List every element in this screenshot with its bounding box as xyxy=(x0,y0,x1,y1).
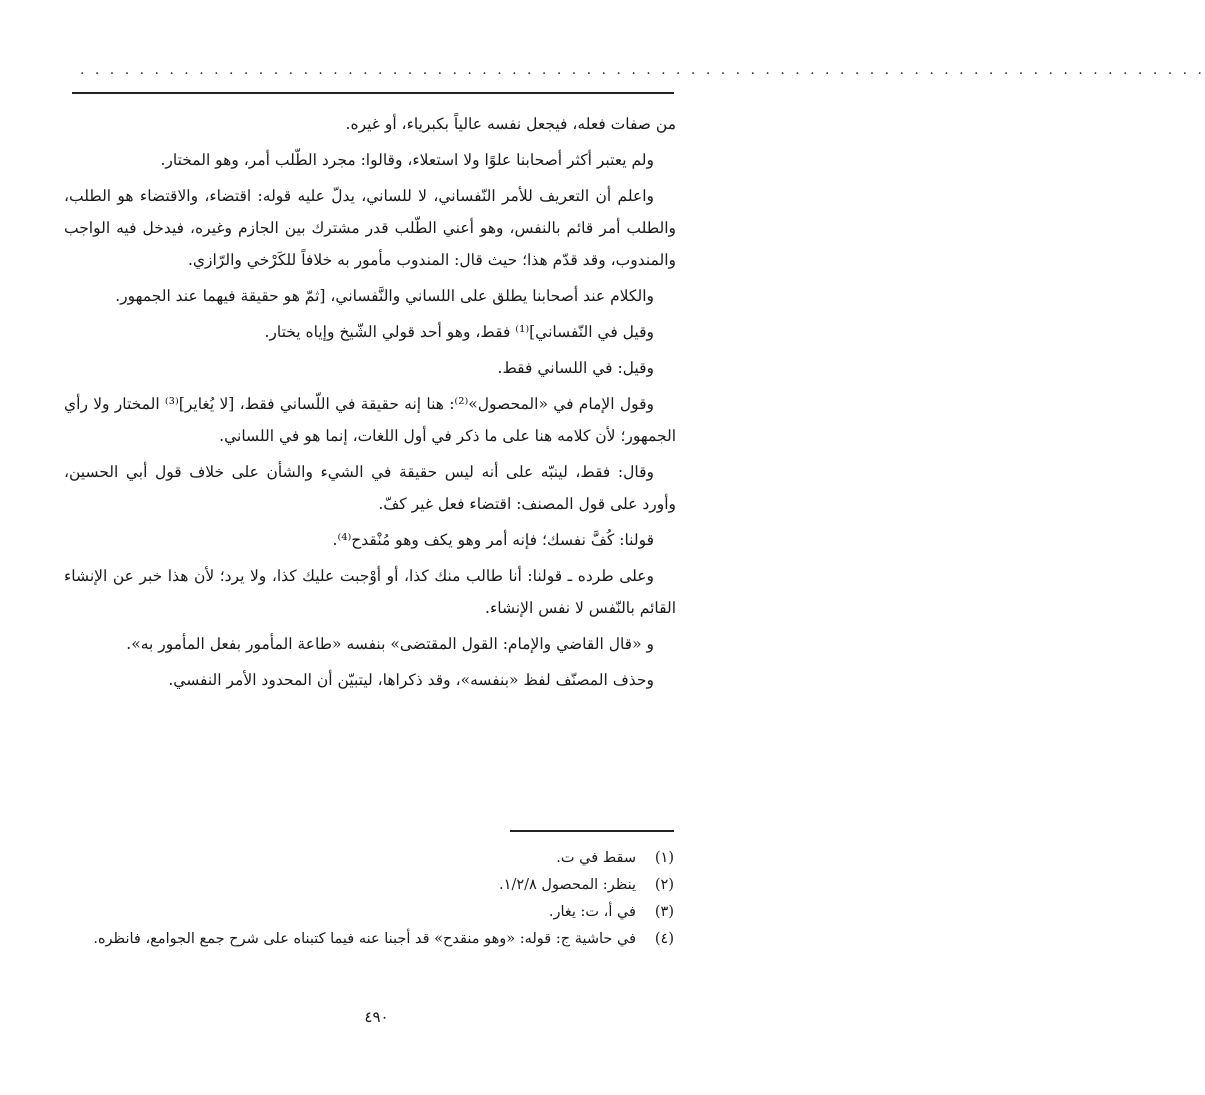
paragraph: وقول الإمام في «المحصول»⁽²⁾: هنا إنه حقيقة في اللّساني فقط، [لا يُغاير]⁽³⁾ المختار ولا رأي الجمهور؛ لأن كلامه هنا على ما ذكر في أول اللغات، إنما هو في اللساني. xyxy=(64,395,676,445)
paragraph: و «قال القاضي والإمام: القول المقتضى» بنفسه «طاعة المأمور بفعل المأمور به». xyxy=(126,635,654,653)
main-text xyxy=(64,108,676,700)
footnote xyxy=(64,872,674,899)
footnote-number: (٤) xyxy=(654,931,674,947)
paragraph: ولم يعتبر أكثر أصحابنا علوًا ولا استعلاء، وقالوا: مجرد الطّلب أمر، وهو المختار. xyxy=(160,151,654,169)
footnote xyxy=(64,926,674,953)
footnote xyxy=(64,845,674,872)
paragraph: قولنا: كُفَّ نفسك؛ فإنه أمر وهو يكف وهو مُنْقدح⁽⁴⁾. xyxy=(332,531,654,549)
paragraph: واعلم أن التعريف للأمر النّفساني، لا للساني، يدلّ عليه قوله: اقتضاء، والاقتضاء هو الطلب، والطلب أمر قائم بالنفس، وهو أعني الطّلب قدر مشترك بين الجازم وغيره، فيدخل فيه الواجب والمندوب، وقد قدّم هذا؛ حيث قال: المندوب مأمور به خلافاً للكَرْخي والرّازي. xyxy=(64,187,676,269)
footnote-rule xyxy=(510,830,674,832)
paragraph: وقيل: في اللساني فقط. xyxy=(497,359,654,377)
header-rule xyxy=(72,92,674,94)
footnote-number: (٣) xyxy=(654,904,674,920)
paragraph: وحذف المصنّف لفظ «بنفسه»، وقد ذكراها، ليتبيّن أن المحدود الأمر النفسي. xyxy=(168,671,654,689)
footnote-text: في حاشية ج: قوله: «وهو منقدح» قد أجبنا عنه فيما كتبناه على شرح جمع الجوامع، فانظره. xyxy=(93,931,636,947)
paragraph: والكلام عند أصحابنا يطلق على اللساني والنَّفساني، [ثمّ هو حقيقة فيهما عند الجمهور. xyxy=(115,287,654,305)
paragraph: من صفات فعله، فيجعل نفسه عالياً بكبرياء، أو غيره. xyxy=(345,115,676,133)
page-number: ٤٩٠ xyxy=(364,1008,389,1026)
footnote-text: ينظر: المحصول ١/٢/٨. xyxy=(499,877,636,893)
footnote-text: سقط في ت. xyxy=(556,850,636,866)
footnotes xyxy=(64,845,674,953)
footnote xyxy=(64,899,674,926)
footnote-number: (٢) xyxy=(654,877,674,893)
footnote-number: (١) xyxy=(654,850,674,866)
footnote-text: في أ، ت: يغار. xyxy=(548,904,636,920)
header-dotted-line: . . . . . . . . . . . . . . . . . . . . . . . . . . . . . . . . . . . . . . . . . . . . . . . . . . . . . . . . . . . . . . . . . . . . . . . . . . . . xyxy=(80,62,1205,78)
paragraph: وقال: فقط، لينبّه على أنه ليس حقيقة في الشيء والشأن على خلاف قول أبي الحسين، وأورد على قول المصنف: اقتضاء فعل غير كفّ. xyxy=(64,463,676,513)
paragraph: وعلى طرده ـ قولنا: أنا طالب منك كذا، أو أوْجبت عليك كذا، ولا يرد؛ لأن هذا خبر عن الإنشاء القائم بالنّفس لا نفس الإنشاء. xyxy=(64,567,676,617)
paragraph: وقيل في النّفساني]⁽¹⁾ فقط، وهو أحد قولي الشّيخ وإياه يختار. xyxy=(264,323,654,341)
